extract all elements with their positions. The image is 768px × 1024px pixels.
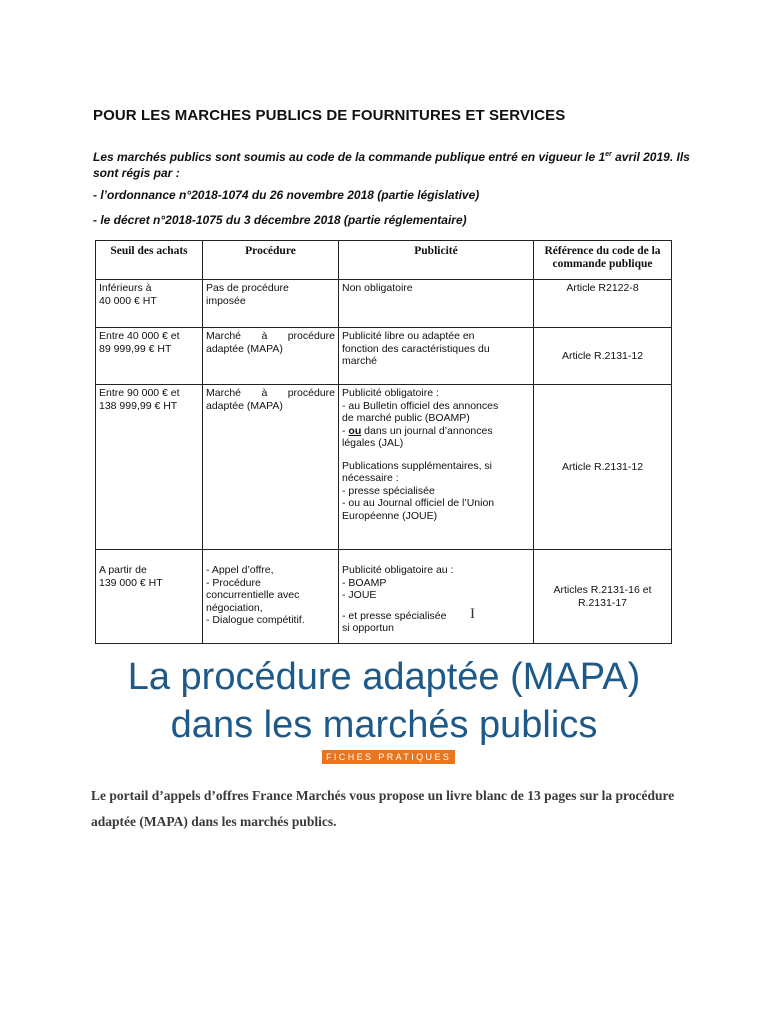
cell-line: Article R.2131-12 — [561, 349, 644, 362]
cell-line: de marché public (BOAMP) — [342, 412, 470, 424]
cell-line: - et presse spécialisée — [342, 609, 447, 622]
cell-procedure — [203, 280, 339, 328]
cell-line: Marché à procédure — [206, 330, 335, 342]
intro-paragraph — [93, 147, 693, 181]
cell-line: nécessaire : — [342, 472, 399, 484]
cell-line: Non obligatoire — [342, 282, 413, 294]
cell-seuil — [96, 328, 203, 385]
intro-ordonnance-line: - l’ordonnance n°2018-1074 du 26 novembre 2018 (partie législative) — [93, 188, 480, 202]
article-title-line-2: dans les marchés publics — [170, 704, 598, 746]
article-title-line-1: La procédure adaptée (MAPA) — [127, 656, 641, 698]
cell-publicite — [339, 385, 534, 550]
cell-line: A partir de — [99, 564, 147, 576]
table-row — [96, 328, 672, 385]
category-badge[interactable]: FICHES PRATIQUES — [322, 750, 455, 764]
cell-line: 139 000 € HT — [99, 576, 163, 589]
cell-procedure — [203, 385, 339, 550]
cell-seuil — [96, 550, 203, 644]
header-procedure: Procédure — [203, 241, 339, 280]
cell-line: Publicité libre ou adaptée en — [342, 330, 475, 342]
ou-rest: dans un journal d’annonces — [361, 424, 493, 437]
text-cursor-icon: I — [470, 606, 475, 622]
intro-decret-line: - le décret n°2018-1075 du 3 décembre 2018 (partie réglementaire) — [93, 213, 467, 227]
header-seuil: Seuil des achats — [96, 241, 203, 280]
cell-line: 138 999,99 € HT — [99, 399, 178, 412]
cell-seuil — [96, 280, 203, 328]
table-row — [96, 550, 672, 644]
cell-line: Article R2122-8 — [566, 282, 639, 294]
header-reference: Référence du code de la commande publique — [534, 241, 672, 280]
cell-line: - Procédure — [206, 576, 261, 589]
cell-line: négociation, — [206, 601, 263, 614]
cell-line: Pas de procédure — [206, 282, 289, 294]
cell-reference — [534, 385, 672, 550]
cell-line: - au Bulletin officiel des annonces — [342, 399, 499, 412]
cell-line: légales (JAL) — [342, 437, 404, 449]
cell-line: - BOAMP — [342, 576, 387, 589]
cell-line: Européenne (JOUE) — [342, 509, 438, 522]
table-row — [96, 385, 672, 550]
cell-line: fonction des caractéristiques du — [342, 342, 490, 355]
table-header-row — [96, 241, 672, 280]
cell-line: Publicité obligatoire au : — [342, 564, 454, 576]
cell-gap — [342, 602, 530, 610]
procedure-table — [95, 240, 672, 644]
cell-line: - Appel d’offre, — [206, 564, 274, 576]
cell-reference — [534, 550, 672, 644]
cell-line: Inférieurs à — [99, 282, 152, 294]
cell-line: adaptée (MAPA) — [206, 399, 283, 412]
section-heading: POUR LES MARCHES PUBLICS DE FOURNITURES ET SERVICES — [93, 107, 566, 124]
cell-reference — [534, 280, 672, 328]
cell-line: 89 999,99 € HT — [99, 342, 172, 355]
cell-line: - Dialogue compétitif. — [206, 614, 305, 626]
cell-line: Article R.2131-12 — [561, 460, 644, 473]
cell-line: Articles R.2131-16 et — [553, 584, 652, 596]
cell-line-ou: - ou dans un journal d’annonces — [342, 424, 493, 437]
cell-line: imposée — [206, 294, 246, 307]
cell-publicite — [339, 550, 534, 644]
cell-seuil — [96, 385, 203, 550]
cell-line: concurrentielle avec — [206, 589, 300, 601]
cell-procedure — [203, 550, 339, 644]
header-publicite: Publicité — [339, 241, 534, 280]
cell-line: - presse spécialisée — [342, 484, 435, 497]
cell-line: Marché à procédure — [206, 387, 335, 399]
cell-line: marché — [342, 355, 378, 367]
cell-line: Publicité obligatoire : — [342, 387, 439, 399]
cell-line: Publications supplémentaires, si — [342, 459, 492, 472]
cell-line: si opportun — [342, 622, 394, 634]
cell-line: - JOUE — [342, 589, 377, 601]
cell-line: Entre 90 000 € et — [99, 387, 180, 399]
cell-reference — [534, 328, 672, 385]
cell-procedure — [203, 328, 339, 385]
cell-line: 40 000 € HT — [99, 294, 157, 307]
ou-emphasis: ou — [348, 424, 362, 437]
cell-publicite — [339, 280, 534, 328]
intro-text-start: Les marchés publics sont soumis au code de la commande publique entré en vigueur le 1 — [93, 150, 606, 164]
intro-superscript: er — [605, 151, 612, 158]
intro-text-end: avril 2019. Ils sont régis par : — [93, 150, 690, 180]
cell-line: - ou au Journal officiel de l’Union — [342, 497, 495, 509]
article-description: Le portail d’appels d’offres France Marchés vous propose un livre blanc de 13 pages sur la procédure adaptée (MAPA) dans les marchés publics. — [91, 788, 675, 829]
cell-gap — [342, 450, 530, 460]
cell-line: adaptée (MAPA) — [206, 342, 283, 355]
cell-line: Entre 40 000 € et — [99, 330, 180, 342]
cell-line: R.2131-17 — [577, 596, 628, 609]
table-row — [96, 280, 672, 328]
cell-publicite — [339, 328, 534, 385]
